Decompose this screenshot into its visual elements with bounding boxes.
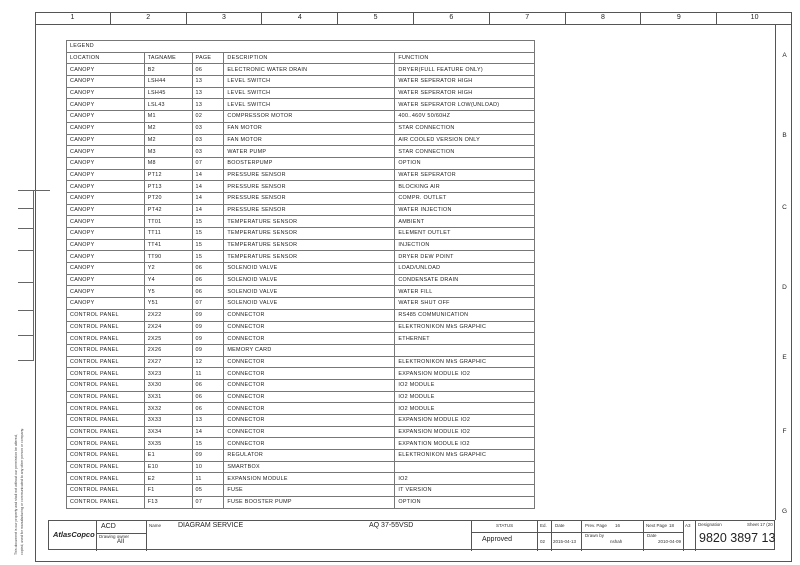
legend-row (67, 426, 535, 438)
cell-location: CONTROL PANEL (67, 485, 145, 497)
legend-row (67, 169, 535, 181)
cell-location: CANOPY (67, 263, 145, 275)
cell-page: 14 (192, 426, 224, 438)
date-label: Date (555, 523, 565, 528)
cell-location: CANOPY (67, 111, 145, 123)
cell-function: WATER SHUT OFF (395, 298, 535, 310)
cell-function: WATER SEPERATOR (395, 169, 535, 181)
cell-location: CANOPY (67, 87, 145, 99)
cell-location: CANOPY (67, 99, 145, 111)
prev-page-cell (582, 521, 644, 551)
cell-tagname: Y5 (144, 286, 192, 298)
cell-page: 13 (192, 415, 224, 427)
copyright-note (10, 428, 34, 555)
legend-row (67, 251, 535, 263)
column-number: 7 (490, 12, 566, 24)
cell-page: 15 (192, 251, 224, 263)
cell-description: FUSE (224, 485, 395, 497)
cell-location: CANOPY (67, 204, 145, 216)
cell-description: COMPRESSOR MOTOR (224, 111, 395, 123)
cell-location: CONTROL PANEL (67, 473, 145, 485)
legend-row (67, 228, 535, 240)
cell-function: WATER FILL (395, 286, 535, 298)
cell-function: EXPANSION MODULE IO2 (395, 426, 535, 438)
cell-description: PRESSURE SENSOR (224, 192, 395, 204)
cell-tagname: Y4 (144, 274, 192, 286)
cell-tagname: 3X35 (144, 438, 192, 450)
next-page-cell (644, 521, 684, 551)
cell-tagname: M8 (144, 157, 192, 169)
cell-page: 03 (192, 146, 224, 158)
legend-row (67, 122, 535, 134)
cell-description: CONNECTOR (224, 426, 395, 438)
cell-tagname: F13 (144, 496, 192, 508)
atlas-copco-logo: AtlasCopco (53, 530, 95, 539)
cell-description: MEMORY CARD (224, 344, 395, 356)
cell-tagname: 2X27 (144, 356, 192, 368)
row-letter: C (782, 204, 787, 211)
legend-row (67, 356, 535, 368)
next-page-value: 18 (669, 523, 675, 528)
cell-function: AIR COOLED VERSION ONLY (395, 134, 535, 146)
cell-description: CONNECTOR (224, 356, 395, 368)
cell-function: AMBIENT (395, 216, 535, 228)
row-letter: A (782, 52, 787, 59)
cell-tagname: PT20 (144, 192, 192, 204)
cell-description: CONNECTOR (224, 333, 395, 345)
cell-location: CANOPY (67, 169, 145, 181)
cell-tagname: M1 (144, 111, 192, 123)
cell-location: CONTROL PANEL (67, 415, 145, 427)
legend-row (67, 99, 535, 111)
cell-location: CANOPY (67, 228, 145, 240)
cell-location: CANOPY (67, 298, 145, 310)
cell-location: CANOPY (67, 181, 145, 193)
cell-function: IO2 MODULE (395, 403, 535, 415)
cell-location: CANOPY (67, 192, 145, 204)
cell-location: CANOPY (67, 239, 145, 251)
cell-tagname: 3X30 (144, 379, 192, 391)
cell-tagname: Y2 (144, 263, 192, 275)
cell-description: CONNECTOR (224, 415, 395, 427)
cell-description: SMARTBOX (224, 461, 395, 473)
cell-function: ELEKTRONIKON MkS GRAPHIC (395, 356, 535, 368)
cell-tagname: F1 (144, 485, 192, 497)
cell-description: CONNECTOR (224, 391, 395, 403)
cell-tagname: E2 (144, 473, 192, 485)
cell-description: CONNECTOR (224, 309, 395, 321)
row-letter: E (782, 354, 787, 361)
column-number: 4 (262, 12, 338, 24)
cell-page: 07 (192, 157, 224, 169)
cell-tagname: TT01 (144, 216, 192, 228)
cell-tagname: E1 (144, 450, 192, 462)
legend-row (67, 216, 535, 228)
legend-table (66, 40, 535, 509)
cell-page: 06 (192, 286, 224, 298)
cell-page: 15 (192, 438, 224, 450)
header-tagname: TAGNAME (144, 52, 192, 64)
dept-value: ACD (101, 523, 116, 530)
date2-label: Date (647, 533, 657, 538)
row-letter: G (781, 508, 788, 515)
column-number: 8 (566, 12, 642, 24)
cell-page: 13 (192, 99, 224, 111)
cell-description: SOLENOID VALVE (224, 298, 395, 310)
cell-location: CONTROL PANEL (67, 309, 145, 321)
edition-value: 02 (540, 539, 546, 544)
cell-description: FAN MOTOR (224, 134, 395, 146)
cell-location: CONTROL PANEL (67, 321, 145, 333)
cell-page: 03 (192, 122, 224, 134)
cell-page: 14 (192, 204, 224, 216)
cell-function: IO2 (395, 473, 535, 485)
header-function: FUNCTION (395, 52, 535, 64)
legend-row (67, 204, 535, 216)
cell-tagname: 3X31 (144, 391, 192, 403)
cell-description: LEVEL SWITCH (224, 76, 395, 88)
cell-function: WATER INJECTION (395, 204, 535, 216)
cell-location: CONTROL PANEL (67, 344, 145, 356)
designation-number: 9820 3897 13 (699, 531, 776, 545)
cell-location: CONTROL PANEL (67, 496, 145, 508)
legend-row (67, 403, 535, 415)
ruler-divider (35, 24, 792, 25)
legend-row (67, 134, 535, 146)
edition-label: Ed. (540, 523, 547, 528)
legend-row (67, 192, 535, 204)
cell-page: 10 (192, 461, 224, 473)
cell-tagname: 2X25 (144, 333, 192, 345)
cell-page: 09 (192, 321, 224, 333)
cell-description: ELECTRONIC WATER DRAIN (224, 64, 395, 76)
column-number: 2 (111, 12, 187, 24)
cell-tagname: M3 (144, 146, 192, 158)
cell-function (395, 461, 535, 473)
cell-tagname: TT11 (144, 228, 192, 240)
legend-row (67, 76, 535, 88)
column-number: 3 (187, 12, 263, 24)
cell-page: 12 (192, 356, 224, 368)
sheet-value: 17 (20 (760, 522, 773, 527)
cell-location: CANOPY (67, 274, 145, 286)
cell-tagname: PT12 (144, 169, 192, 181)
date-value: 2015-04-13 (553, 539, 577, 544)
copyright-line-2: copied, used for manufacturing or communicated to any other person or company. (20, 428, 24, 555)
cell-page: 14 (192, 181, 224, 193)
cell-location: CONTROL PANEL (67, 379, 145, 391)
legend-row (67, 461, 535, 473)
cell-tagname: M2 (144, 122, 192, 134)
cell-function: ELEMENT OUTLET (395, 228, 535, 240)
cell-function: STAR CONNECTION (395, 146, 535, 158)
legend-row (67, 379, 535, 391)
cell-page: 09 (192, 333, 224, 345)
cell-description: CONNECTOR (224, 403, 395, 415)
cell-page: 14 (192, 169, 224, 181)
cell-location: CANOPY (67, 251, 145, 263)
legend-row (67, 391, 535, 403)
cell-function: BLOCKING AIR (395, 181, 535, 193)
cell-location: CONTROL PANEL (67, 438, 145, 450)
legend-row (67, 450, 535, 462)
cell-function: RS485 COMMUNICATION (395, 309, 535, 321)
cell-description: LEVEL SWITCH (224, 99, 395, 111)
legend-row (67, 239, 535, 251)
column-number: 1 (35, 12, 111, 24)
cell-page: 06 (192, 379, 224, 391)
cell-function: EXPANSION MODULE IO2 (395, 415, 535, 427)
legend-row (67, 64, 535, 76)
cell-function: OPTION (395, 157, 535, 169)
header-description: DESCRIPTION (224, 52, 395, 64)
cell-location: CONTROL PANEL (67, 426, 145, 438)
legend-row (67, 87, 535, 99)
sheet-label: Sheet (747, 522, 759, 527)
cell-description: EXPANSION MODULE (224, 473, 395, 485)
cell-page: 06 (192, 274, 224, 286)
cell-description: SOLENOID VALVE (224, 286, 395, 298)
header-location: LOCATION (67, 52, 145, 64)
cell-page: 05 (192, 485, 224, 497)
legend-row (67, 111, 535, 123)
next-page-label: Next Page (646, 523, 668, 528)
prev-page-label: Prev. Page (585, 523, 607, 528)
cell-page: 13 (192, 87, 224, 99)
column-number: 10 (750, 14, 759, 21)
legend-row (67, 473, 535, 485)
cell-function: WATER SEPERATOR LOW(UNLOAD) (395, 99, 535, 111)
cell-tagname: M2 (144, 134, 192, 146)
cell-page: 07 (192, 298, 224, 310)
cell-location: CONTROL PANEL (67, 391, 145, 403)
cell-location: CANOPY (67, 64, 145, 76)
cell-page: 09 (192, 344, 224, 356)
cell-location: CONTROL PANEL (67, 333, 145, 345)
cell-location: CANOPY (67, 76, 145, 88)
header-page: PAGE (192, 52, 224, 64)
legend-row (67, 415, 535, 427)
cell-function: CONDENSATE DRAIN (395, 274, 535, 286)
row-letter: D (782, 284, 787, 291)
cell-description: CONNECTOR (224, 321, 395, 333)
designation-label: Designation (698, 522, 722, 527)
cell-function: IT VERSION (395, 485, 535, 497)
cell-description: CONNECTOR (224, 379, 395, 391)
cell-tagname: PT42 (144, 204, 192, 216)
cell-location: CANOPY (67, 157, 145, 169)
copyright-line-1: This document is our property and shall not without our permission be altered, (14, 434, 18, 555)
model-name: AQ 37-55VSD (369, 522, 414, 529)
legend-row (67, 181, 535, 193)
cell-tagname: 3X34 (144, 426, 192, 438)
cell-page: 07 (192, 496, 224, 508)
cell-location: CONTROL PANEL (67, 461, 145, 473)
dept-cell (97, 521, 147, 551)
legend-row (67, 309, 535, 321)
cell-function: IO2 MODULE (395, 391, 535, 403)
legend-row (67, 286, 535, 298)
format-value: A3 (685, 523, 691, 528)
cell-description: REGULATOR (224, 450, 395, 462)
cell-description: WATER PUMP (224, 146, 395, 158)
legend-row (67, 157, 535, 169)
owner-value: AII (117, 539, 125, 545)
status-cell (472, 521, 538, 551)
cell-tagname: TT41 (144, 239, 192, 251)
cell-description: FAN MOTOR (224, 122, 395, 134)
legend-row (67, 438, 535, 450)
cell-location: CANOPY (67, 122, 145, 134)
cell-function: ETHERNET (395, 333, 535, 345)
legend-row (67, 368, 535, 380)
legend-row (67, 496, 535, 508)
cell-page: 11 (192, 473, 224, 485)
cell-description: TEMPERATURE SENSOR (224, 239, 395, 251)
cell-tagname: Y51 (144, 298, 192, 310)
cell-description: PRESSURE SENSOR (224, 181, 395, 193)
legend-title: LEGEND (67, 41, 535, 53)
cell-function: WATER SEPERATOR HIGH (395, 76, 535, 88)
cell-function: IO2 MODULE (395, 379, 535, 391)
date-cell (552, 521, 582, 551)
column-ruler (35, 12, 792, 24)
cell-function: ELEKTRONIKON MkS GRAPHIC (395, 321, 535, 333)
cell-page: 13 (192, 76, 224, 88)
cell-function: EXPANTION MODULE IO2 (395, 438, 535, 450)
cell-description: FUSE BOOSTER PUMP (224, 496, 395, 508)
status-label: STATUS (496, 523, 514, 528)
cell-function: OPTION (395, 496, 535, 508)
legend-row (67, 146, 535, 158)
logo-cell (49, 521, 97, 551)
cell-location: CANOPY (67, 134, 145, 146)
cell-page: 14 (192, 192, 224, 204)
cell-page: 03 (192, 134, 224, 146)
legend-row (67, 321, 535, 333)
cell-page: 06 (192, 403, 224, 415)
cell-function: EXPANSION MODULE IO2 (395, 368, 535, 380)
cell-tagname: TT90 (144, 251, 192, 263)
cell-function: DRYER(FULL FEATURE ONLY) (395, 64, 535, 76)
cell-tagname: PT13 (144, 181, 192, 193)
legend-row (67, 333, 535, 345)
status-value: Approved (482, 536, 512, 543)
title-block (48, 520, 775, 550)
cell-tagname: 2X24 (144, 321, 192, 333)
cell-description: TEMPERATURE SENSOR (224, 228, 395, 240)
cell-location: CONTROL PANEL (67, 356, 145, 368)
legend-row (67, 485, 535, 497)
row-letter: F (782, 428, 787, 435)
cell-description: TEMPERATURE SENSOR (224, 216, 395, 228)
prev-page-value: 16 (615, 523, 621, 528)
edition-cell (538, 521, 552, 551)
cell-tagname: 2X26 (144, 344, 192, 356)
cell-tagname: B2 (144, 64, 192, 76)
cell-page: 09 (192, 309, 224, 321)
cell-function: COMPR. OUTLET (395, 192, 535, 204)
cell-tagname: 3X32 (144, 403, 192, 415)
drawn-by-label: Drawn by (585, 533, 605, 538)
name-label: Name (149, 523, 162, 528)
cell-function: 400..460V 50/60HZ (395, 111, 535, 123)
cell-page: 06 (192, 263, 224, 275)
cell-function: INJECTION (395, 239, 535, 251)
date2-value: 2010-04-09 (658, 539, 682, 544)
row-letter: B (782, 132, 787, 139)
cell-page: 15 (192, 228, 224, 240)
cell-location: CANOPY (67, 216, 145, 228)
cell-function: LOAD/UNLOAD (395, 263, 535, 275)
cell-page: 15 (192, 239, 224, 251)
cell-location: CANOPY (67, 286, 145, 298)
cell-description: CONNECTOR (224, 368, 395, 380)
cell-location: CONTROL PANEL (67, 403, 145, 415)
cell-tagname: E10 (144, 461, 192, 473)
name-cell (147, 521, 472, 551)
cell-description: SOLENOID VALVE (224, 263, 395, 275)
cell-page: 11 (192, 368, 224, 380)
cell-function: ELEKTRONIKON MkS GRAPHIC (395, 450, 535, 462)
cell-description: TEMPERATURE SENSOR (224, 251, 395, 263)
row-ruler (775, 24, 793, 520)
cell-page: 15 (192, 216, 224, 228)
cell-location: CONTROL PANEL (67, 368, 145, 380)
cell-description: PRESSURE SENSOR (224, 169, 395, 181)
cell-location: CONTROL PANEL (67, 450, 145, 462)
drawn-by-value: nshah (610, 539, 623, 544)
cell-tagname: LSL43 (144, 99, 192, 111)
cell-page: 09 (192, 450, 224, 462)
cell-tagname: LSH44 (144, 76, 192, 88)
format-cell (684, 521, 696, 551)
cell-function: STAR CONNECTION (395, 122, 535, 134)
cell-tagname: 3X23 (144, 368, 192, 380)
cell-tagname: 2X22 (144, 309, 192, 321)
cell-function: DRYER DEW POINT (395, 251, 535, 263)
legend-row (67, 274, 535, 286)
cell-page: 02 (192, 111, 224, 123)
cell-tagname: 3X33 (144, 415, 192, 427)
cell-function: WATER SEPERATOR HIGH (395, 87, 535, 99)
drawing-name: DIAGRAM SERVICE (178, 522, 244, 529)
cell-description: CONNECTOR (224, 438, 395, 450)
legend-title-row (67, 41, 535, 53)
cell-tagname: LSH45 (144, 87, 192, 99)
cell-page: 06 (192, 64, 224, 76)
legend-row (67, 263, 535, 275)
column-number: 6 (414, 12, 490, 24)
cell-page: 06 (192, 391, 224, 403)
cell-description: LEVEL SWITCH (224, 87, 395, 99)
binding-margin-marks (18, 190, 34, 360)
legend-header-row (67, 52, 535, 64)
cell-description: SOLENOID VALVE (224, 274, 395, 286)
cell-location: CANOPY (67, 146, 145, 158)
owner-label: Drawing owner (99, 534, 130, 539)
cell-description: BOOSTERPUMP (224, 157, 395, 169)
column-number: 5 (338, 12, 414, 24)
legend-row (67, 298, 535, 310)
column-number: 9 (641, 12, 717, 24)
designation-cell (696, 521, 776, 551)
cell-function (395, 344, 535, 356)
cell-description: PRESSURE SENSOR (224, 204, 395, 216)
legend-row (67, 344, 535, 356)
